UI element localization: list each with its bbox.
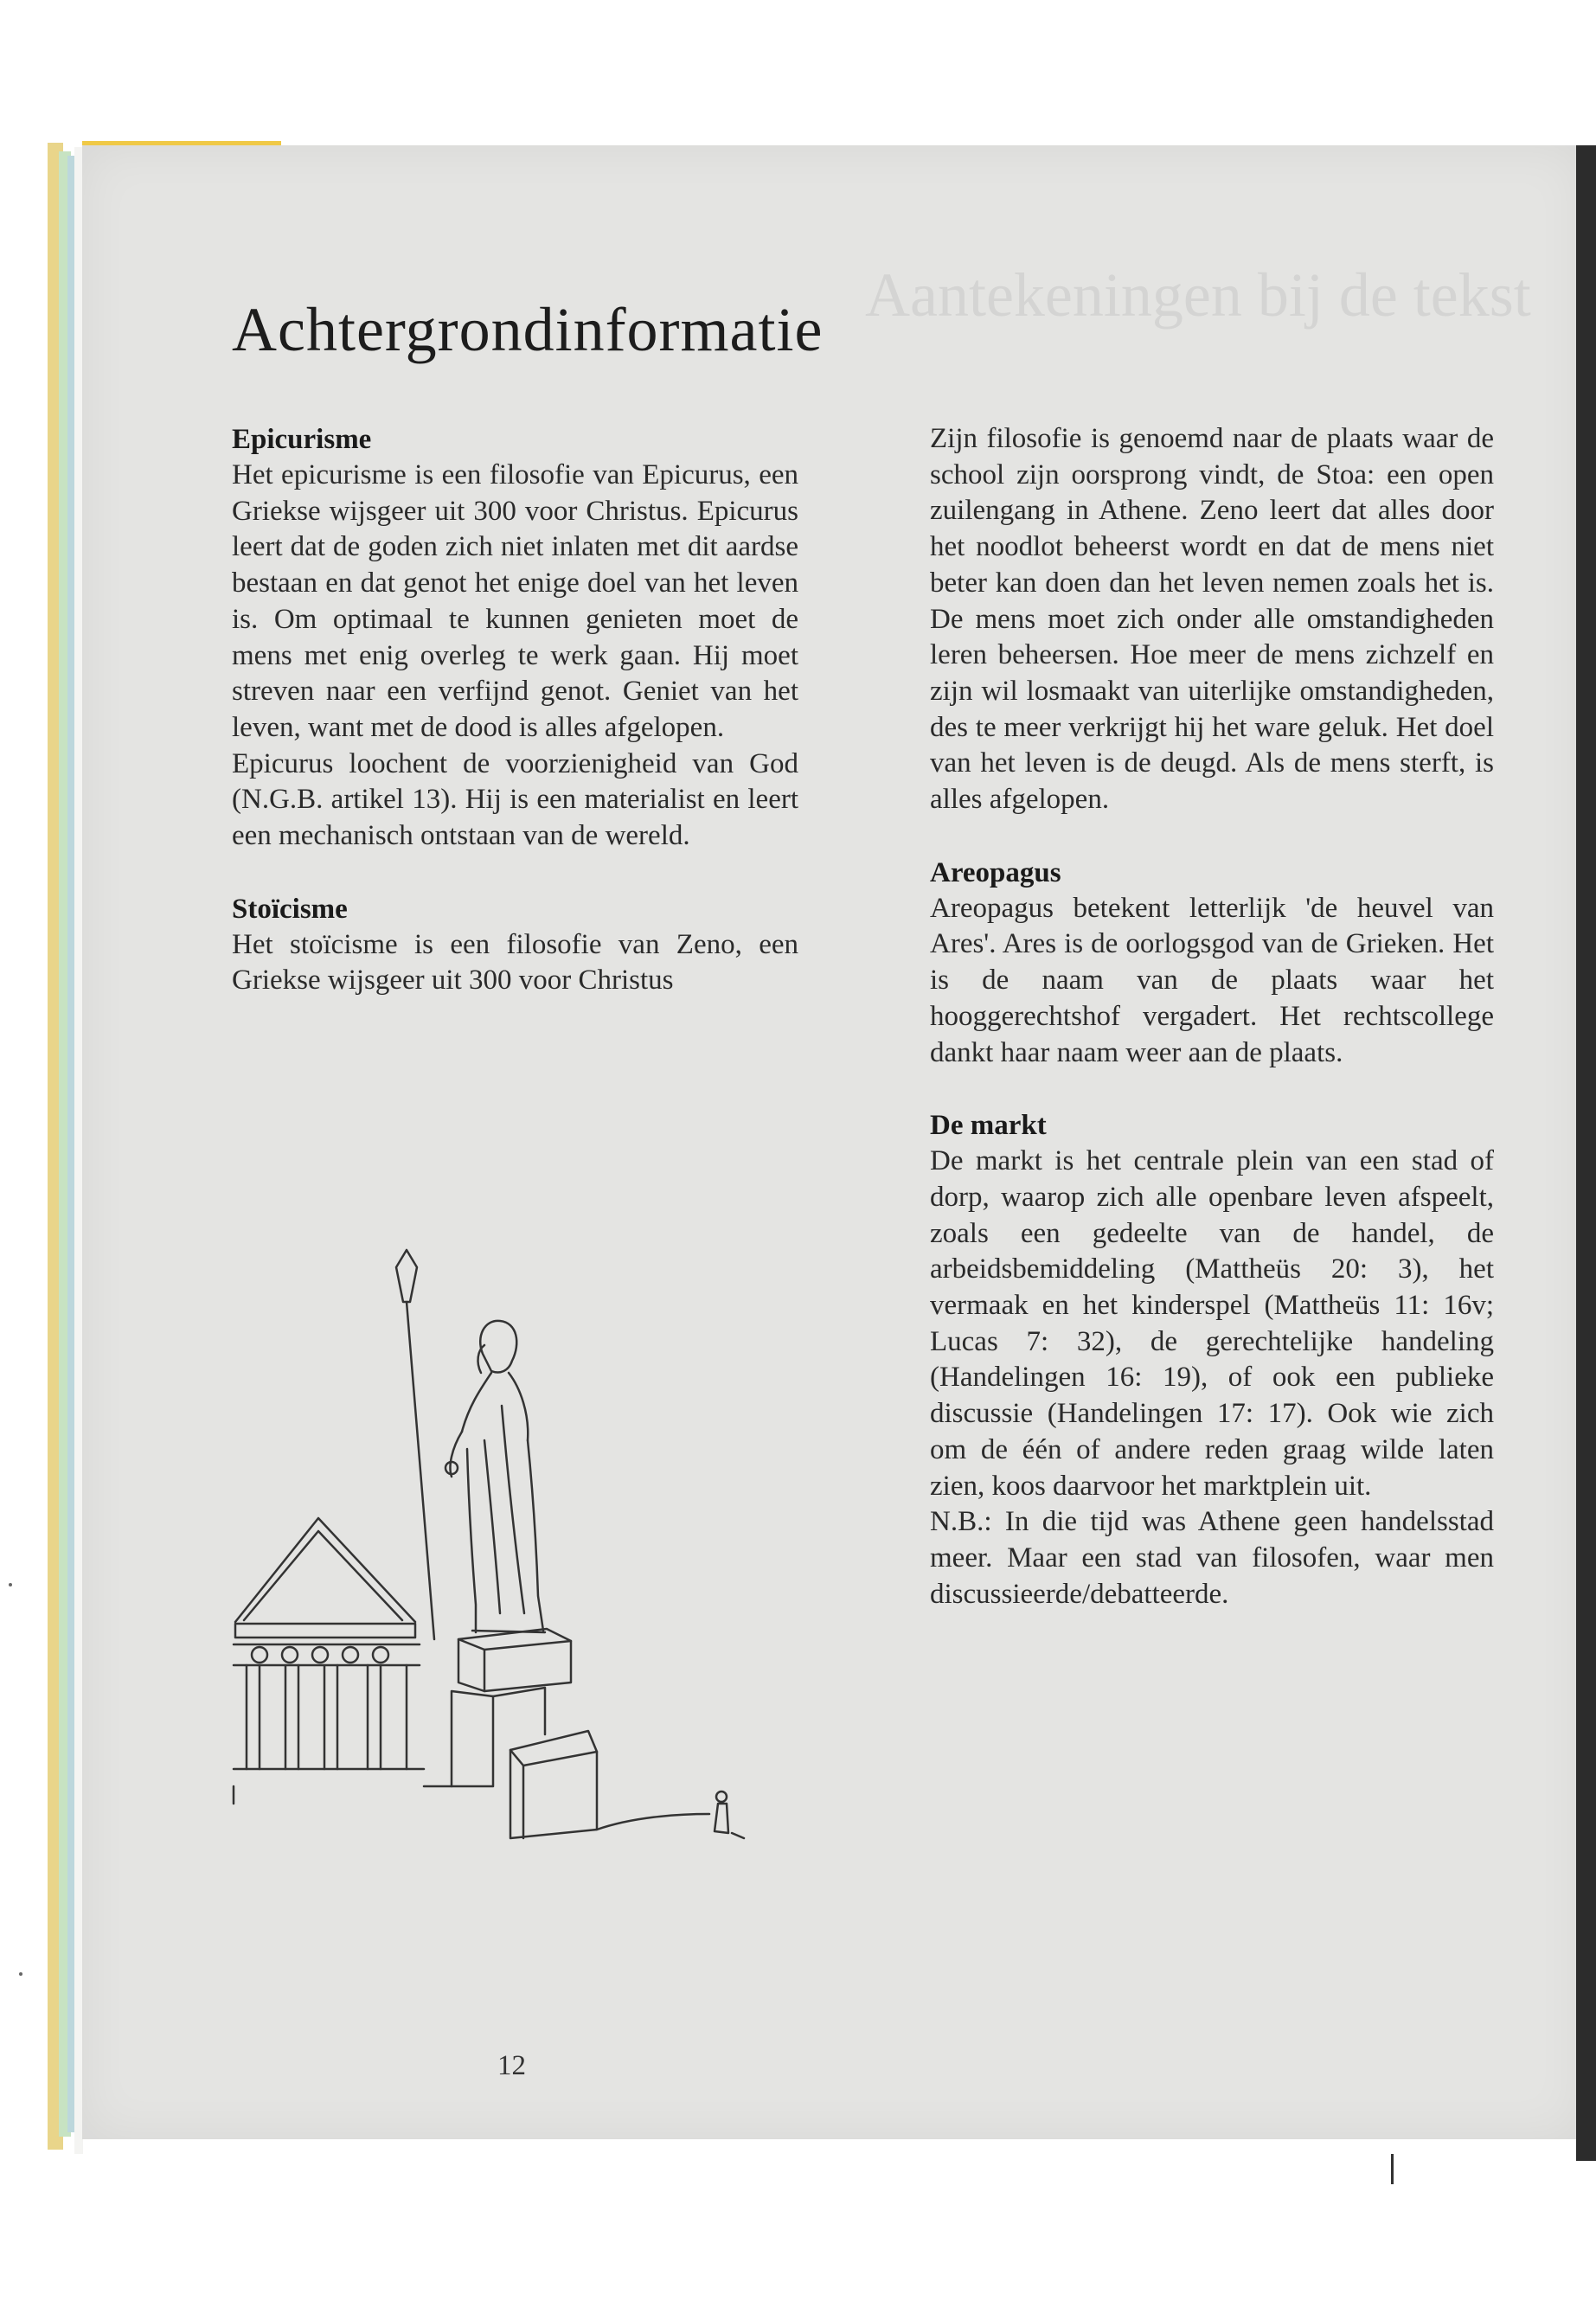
areopagus-paragraph: Areopagus betekent letterlijk 'de heuvel van Ares'. Ares is de oorlogsgod van de Grieken. Het is de naam van de plaats waar het hooggerechtshof vergadert. Het rechtscollege dankt haar naam weer aan de plaats. (930, 892, 1494, 1068)
page-title: Achtergrondinformatie (232, 295, 824, 364)
heading-epicurisme: Epicurisme (232, 424, 372, 455)
scan-speck (19, 1972, 22, 1976)
left-column (232, 421, 798, 999)
heading-areopagus: Areopagus (930, 856, 1061, 888)
statue-temple-illustration (225, 1233, 813, 1856)
heading-stoicisme: Stoïcisme (232, 893, 348, 925)
epicurisme-paragraph-1: Het epicurisme is een filosofie van Epicurus, een Griekse wijsgeer uit 300 voor Christus. Epicurus leert dat de goden zich niet inlaten met dit aardse bestaan en dat genot het enige doel van het leven is. Om optimaal te kunnen genieten moet de mens met enig overleg te werk gaan. Hij moet streven naar een verfijnd genot. Geniet van het leven, want met de dood is alles afgelopen. (232, 459, 798, 743)
page-gutter-edge (1576, 145, 1596, 2161)
epicurisme-paragraph-2: Epicurus loochent de voorzienigheid van God (N.G.B. artikel 13). Hij is een materialist en leert een mechanisch ontstaan van de wereld. (232, 747, 798, 852)
scan-mark (1391, 2154, 1394, 2184)
stoicisme-paragraph-continued: Zijn filosofie is genoemd naar de plaats waar de school zijn oorsprong vindt, de Stoa: een open zuilengang in Athene. Zeno leert dat alles door het noodlot beheerst wordt en dat de mens niet beter kan doen dan het leven nemen zoals het is. De mens moet zich onder alle omstandigheden leren beheersen. Hoe meer de mens zichzelf en zijn wil losmaakt van uiterlijke omstandigheden, des te meer verkrijgt hij het ware geluk. Het doel van het leven is de deugd. Als de mens sterft, is alles afgelopen. (930, 423, 1494, 816)
right-column (930, 421, 1494, 1612)
scan-speck (9, 1583, 12, 1586)
markt-paragraph-2: N.B.: In die tijd was Athene geen handelsstad meer. Maar een stad van filosofen, waar men discussieerde/debatteerde. (930, 1506, 1494, 1610)
heading-markt: De markt (930, 1110, 1047, 1142)
page-number: 12 (497, 2050, 526, 2081)
bleed-through-text: Aantekeningen bij de tekst (865, 260, 1531, 330)
stoicisme-paragraph-1: Het stoïcisme is een filosofie van Zeno, een Griekse wijsgeer uit 300 voor Christus (232, 928, 798, 997)
markt-paragraph-1: De markt is het centrale plein van een stad of dorp, waarop zich alle openbare leven afspeelt, zoals een gedeelte van de handel, de arbeidsbemiddeling (Mattheüs 20: 3), het vermaak en het kinderspel (Mattheüs 11: 16v; Lucas 7: 32), de gerechtelijke handeling (Handelingen 16: 19), of ook een publieke discussie (Handelingen 17: 17). Ook wie zich om de één of andere reden graag wilde laten zien, koos daarvoor het marktplein uit. (930, 1145, 1494, 1502)
